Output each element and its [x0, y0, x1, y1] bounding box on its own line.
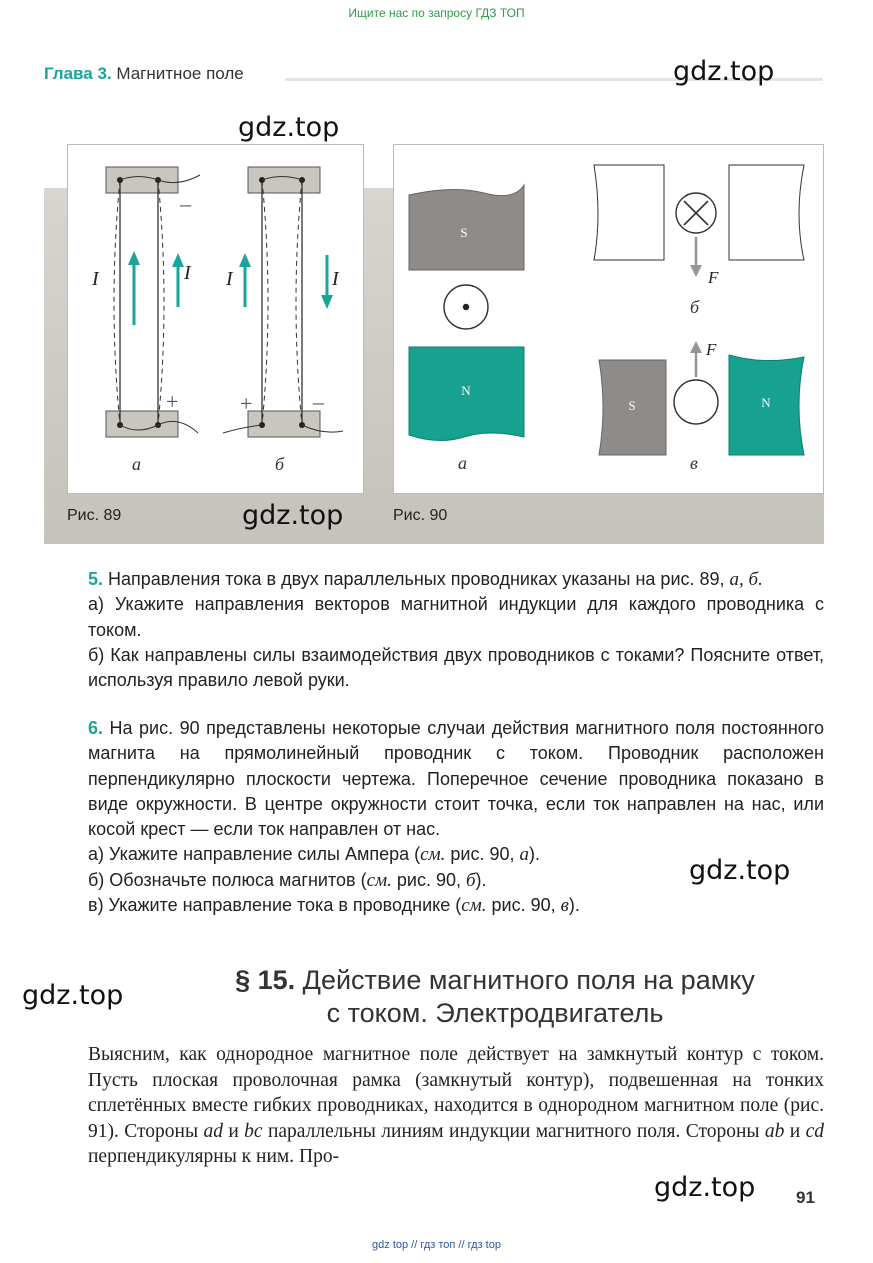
watermark: gdz.top: [238, 112, 340, 143]
watermark: gdz.top: [242, 500, 344, 531]
problem-6-statement: [88, 716, 824, 842]
clamp-top-b: [248, 167, 320, 193]
current-label-b-left: I: [226, 268, 233, 290]
force-arrow-up: [690, 341, 702, 377]
problem-6-b: б) Обозначьте полюса магнитов (см. рис. 90, б).: [88, 869, 487, 891]
top-note: Ищите нас по запросу ГДЗ ТОП: [348, 6, 525, 20]
conductor-v: [674, 380, 718, 424]
watermark: gdz.top: [673, 56, 775, 87]
figure-90: [393, 144, 824, 494]
current-label-b-right: I: [332, 268, 339, 290]
clamp-top-a: [106, 167, 178, 193]
label-v-90: в: [690, 453, 698, 473]
section-number: § 15.: [235, 965, 296, 995]
problem-6-a: а) Укажите направление силы Ампера (см. рис. 90, а).: [88, 844, 541, 866]
magnet-right-b: [729, 165, 804, 260]
force-label-v: F: [706, 340, 717, 359]
chapter-title: Магнитное поле: [116, 64, 244, 83]
wire-b-left-deflected: [262, 180, 268, 425]
pole-n-a: N: [461, 383, 471, 398]
label-a: а: [132, 454, 141, 474]
plus-sign-b: +: [240, 391, 253, 416]
term-cd: cd: [805, 1120, 825, 1142]
body-paragraph: Выясним, как однородное магнитное поле действует на замкнутый контур с током. Пусть плоская проволочная рамка (замкнутый контур), подвешенная на тонких сплетённых вместе гибких проводниках, находится в однородном магнитном поле (рис. 91). Стороны ad и bc параллельны линиям индукции магнитного поля. Стороны ab и cd перпендикулярны к ним. Про-: [88, 1044, 825, 1167]
minus-sign-b: –: [313, 389, 324, 414]
plus-sign-a: +: [166, 389, 179, 414]
clamp-bottom-a: [106, 411, 178, 437]
page-number: 91: [796, 1188, 815, 1207]
figure-89-drawing: [68, 145, 363, 493]
section-heading: [150, 964, 840, 1030]
figure-89: [67, 144, 364, 494]
watermark: gdz.top: [689, 855, 791, 886]
term-bc: bc: [244, 1120, 263, 1142]
force-arrow-down: [690, 237, 702, 277]
figure-90-drawing: [394, 145, 823, 493]
pole-s-v: S: [628, 398, 636, 413]
wire-a-right-deflected: [158, 180, 164, 425]
section-title-line-2: с током. Электродвигатель: [326, 998, 664, 1028]
figure-90-caption: Рис. 90: [393, 507, 448, 524]
problem-6-c: в) Укажите направление тока в проводнике (см. рис. 90, в).: [88, 895, 580, 917]
dot-icon: [463, 304, 469, 310]
wire-a-left-deflected: [114, 180, 120, 425]
pole-s-a: S: [460, 225, 468, 240]
term-ab: ab: [764, 1120, 785, 1142]
label-a-90: а: [458, 453, 467, 473]
section-title-1: Действие магнитного поля на рамку: [295, 965, 755, 995]
clamp-bottom-b: [248, 411, 320, 437]
problem-6-text: На рис. 90 представлены некоторые случаи действия магнитного поля постоянного магнита на прямолинейный проводник с током. Проводник расположен перпендикулярно плоскости чертежа. Поперечное сечение проводника показано в виде окружности. В центре окружности стоит точка, если ток направлен на нас, или косой крест — если ток направлен от нас.: [88, 718, 824, 840]
problem-5-statement: [88, 567, 824, 592]
problem-5-b: б) Как направлены силы взаимодействия двух проводников с токами? Поясните ответ, используя правило левой руки.: [88, 644, 824, 691]
current-label-a-left: I: [92, 268, 99, 290]
term-ad: ad: [203, 1120, 223, 1142]
minus-sign-a: –: [180, 191, 191, 216]
figure-89-caption: Рис. 89: [67, 507, 122, 524]
chapter-number: Глава 3.: [44, 64, 112, 83]
running-header: [44, 64, 244, 84]
problem-5-figure-ref: а, б.: [729, 569, 763, 590]
bottom-note: gdz top // гдз топ // гдз top: [372, 1239, 501, 1251]
problem-5: [88, 567, 824, 693]
label-b: б: [275, 454, 285, 474]
section-title-line-1: [150, 964, 840, 997]
problem-5-text: Направления тока в двух параллельных проводниках указаны на рис. 89,: [103, 569, 730, 589]
label-b-90: б: [690, 297, 700, 317]
force-label-b: F: [708, 268, 719, 287]
problem-5-number: 5.: [88, 569, 104, 589]
watermark: gdz.top: [22, 980, 124, 1011]
wire-b-right-deflected: [296, 180, 302, 425]
problem-6-number: 6.: [88, 718, 104, 738]
watermark: gdz.top: [654, 1172, 756, 1203]
magnet-left-b: [594, 165, 664, 260]
problem-6: [88, 716, 824, 918]
pole-n-v: N: [761, 395, 771, 410]
current-label-a-right: I: [184, 262, 191, 284]
problem-5-a: а) Укажите направления векторов магнитной индукции для каждого проводника с током.: [88, 594, 824, 640]
